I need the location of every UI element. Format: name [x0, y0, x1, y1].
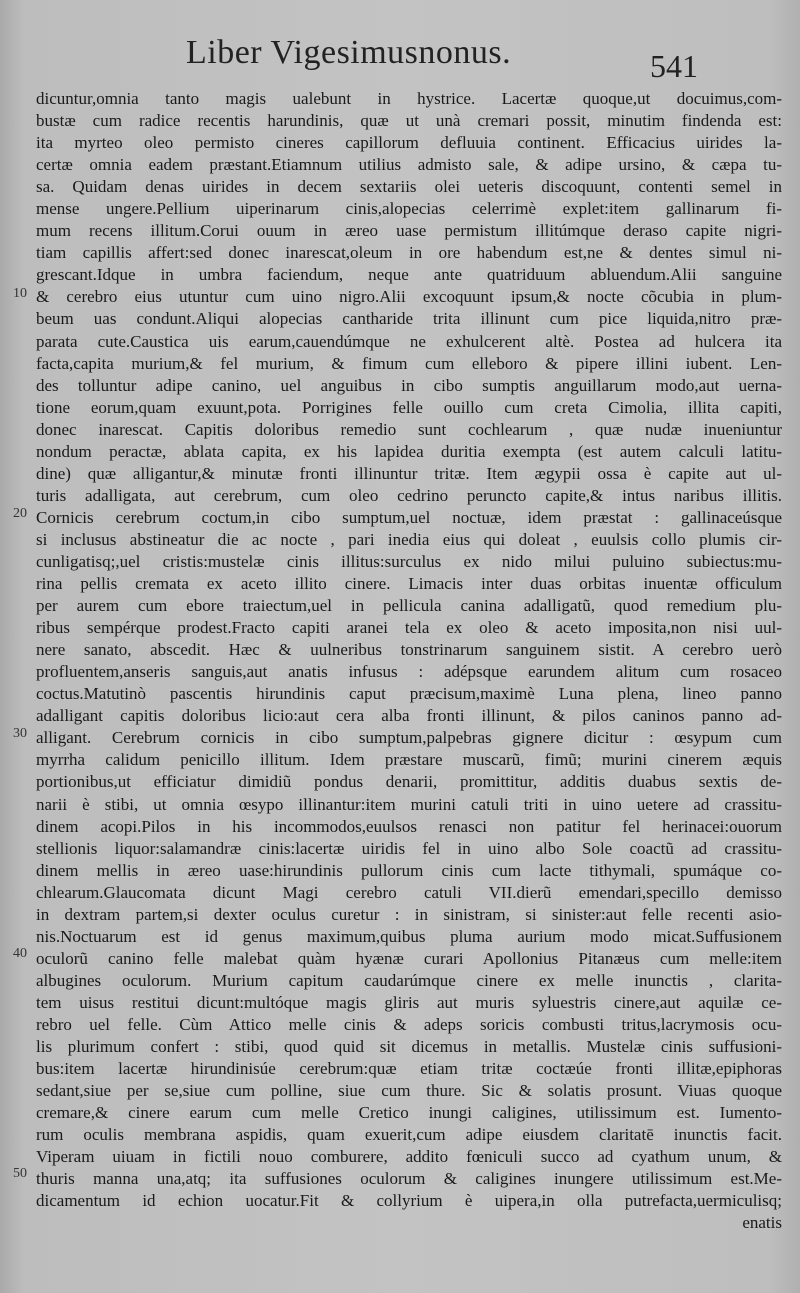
- text-line: dicamentum id echion uocatur.Fit & collyrium è uipera,in olla putrefacta,uermiculisq;: [36, 1191, 782, 1211]
- text-line: nis.Noctuarum est id genus maximum,quibus pluma aurium modo micat.Suffusionem: [36, 926, 782, 946]
- text-line: bustæ cum radice recentis harundinis, quæ ut unà cremari possit, minutim findenda est:: [36, 111, 782, 131]
- text-line: rebro uel felle. Cùm Attico melle cinis & adeps soricis combusti tritus,lacrymosis ocu-: [36, 1014, 782, 1034]
- text-line: nere sanato, abscedit. Hæc & uulneribus tonstrinarum sanguinem sistit. A cerebro uerò: [36, 640, 782, 660]
- text-line: alligant. Cerebrum cornicis in cibo sumptum,palpebras gignere dicitur : œsypum cum: [36, 728, 782, 748]
- text-line: tiam capillis affert:sed donec inarescat,oleum in ore habendum est,ne & dentes simul ni-: [36, 243, 782, 263]
- line-number-marker: 20: [13, 506, 27, 521]
- text-line: des tolluntur adipe canino, uel anguibus in cibo sumptis anguillarum modo,aut uerna-: [36, 375, 782, 395]
- text-line: certæ omnia eadem præstant.Etiamnum utilius admisto sale, & adipe ursino, & cæpa tu-: [36, 155, 782, 175]
- text-line: narii è stibi, ut omnia œsypo illinantur:item murini catuli triti in uino uetere ad crassitu-: [36, 794, 782, 814]
- text-line: turis adalligata, aut cerebrum, cum oleo cedrino perunctо capite,& intus naribus illitis.: [36, 485, 782, 505]
- line-number-marker: 50: [13, 1166, 27, 1181]
- body-text: [36, 88, 782, 1234]
- text-line: dinem acopi.Pilos in his incommodos,euulsos renasci non patitur fel herinacei:ouorum: [36, 816, 782, 836]
- text-line: chlearum.Glaucomata dicunt Magi cerebro catuli VII.dierũ emendari,specillo demisso: [36, 882, 782, 902]
- text-line: coctus.Matutinò pascentis hirundinis caput præcisum,maximè Luna plena, lineo panno: [36, 684, 782, 704]
- text-line: nondum peractæ, ablata capita, ex his lapidea duritia exempta (est autem calculi latitu-: [36, 441, 782, 461]
- text-line: tione eorum,quam exuunt,pota. Porrigines felle ouillo cum creta Cimolia, illita capiti,: [36, 397, 782, 417]
- text-line: enatis: [742, 1213, 782, 1233]
- text-line: donec inarescat. Capitis doloribus remedio sunt cochlearum , quæ nudæ inueniuntur: [36, 419, 782, 439]
- text-line: cunligatisq;,uel cristis:mustelæ cinis illitus:surculus ex nido milui puluino subiectus:mu-: [36, 551, 782, 571]
- line-number-marker: 40: [13, 946, 27, 961]
- text-line: ribus sempérque prodest.Fracto capiti aranei tela ex oleo & aceto imposita,non nisi uul-: [36, 618, 782, 638]
- text-line: myrrha calidum penicillo illitum. Idem præstare muscarũ, fimũ; murini cinerem æquis: [36, 750, 782, 770]
- text-line: mense ungere.Pellium uiperinarum cinis,alopecias celerrimè explet:item gallinarum fi-: [36, 199, 782, 219]
- text-line: dine) quæ alligantur,& minutæ fronti illinuntur tritæ. Item ægypii ossa è capite aut ul-: [36, 463, 782, 483]
- text-line: profluentem,anseris sanguis,aut anatis infusus : adépsque earundem alitum cum rosaceo: [36, 662, 782, 682]
- text-line: adalligant capitis doloribus licio:aut cera alba fronti illinunt, & pilos caninos panno ad-: [36, 706, 782, 726]
- text-line: dinem mellis in æreo uase:hirundinis pullorum cinis cum lacte tithymali, spumáque co-: [36, 860, 782, 880]
- text-line: grescant.Idque in umbra faciendum, neque ante quatriduum abluendum.Alii sanguine: [36, 265, 782, 285]
- text-line: rum oculis membrana aspidis, quam exuerit,cum adipe eiusdem claritatē inunctis facit.: [36, 1125, 782, 1145]
- text-line: Viperam uiuam in fictili nouo comburere, addito fœniculi succo ad cyathum unum, &: [36, 1147, 782, 1167]
- text-line: parata cute.Caustica uis earum,cauendúmque ne exhulcerent altè. Postea ad hulcera ita: [36, 331, 782, 351]
- text-line: per aurem cum ebore traiectum,uel in pellicula canina adalligatũ, quod remedium plu-: [36, 596, 782, 616]
- text-line: facta,capita murium,& fel murium, & fimum cum elleboro & pipere illini iubent. Len-: [36, 353, 782, 373]
- text-line: stellionis liquor:salamandræ cinis:lacertæ uiridis fel in uino albo Sole coactũ ad crassitu-: [36, 838, 782, 858]
- text-line: bus:item lacertæ hirundinisúe cerebrum:quæ etiam tritæ coctæúe fronti illitæ,epiphoras: [36, 1059, 782, 1079]
- line-number-marker: 10: [13, 286, 27, 301]
- text-line: si inclusus abstineatur die ac nocte , pari inedia eius qui doleat , euulsis collo plumis cir-: [36, 529, 782, 549]
- text-line: thuris manna una,atq; ita suffusiones oculorum & caligines inungere utilissimum est.Me-: [36, 1169, 782, 1189]
- text-line: albugines oculorum. Murium capitum caudarúmque cinere ex melle inunctis , clarita-: [36, 970, 782, 990]
- text-line: portionibus,ut efficiatur dimidiũ pondus denarii, promittitur, additis duabus sextis de-: [36, 772, 782, 792]
- text-line: ita myrteo oleo permisto cineres capillorum defluuia continent. Efficacius uirides la-: [36, 133, 782, 153]
- line-number-marker: 30: [13, 726, 27, 741]
- text-line: in dextram partem,si dexter oculus curetur : in sinistram, si sinister:aut felle recenti asio-: [36, 904, 782, 924]
- page-number: 541: [650, 48, 698, 84]
- text-line: sa. Quidam denas uirides in decem sextariis olei ueteris discoquunt, contenti semel in: [36, 177, 782, 197]
- text-line: lis plurimum confert : stibi, quod quid sit dicemus in metallis. Mustelæ cinis suffusioni-: [36, 1037, 782, 1057]
- text-line: sedant,siue per se,siue cum polline, siue cum thure. Sic & solatis prosunt. Viuas quoque: [36, 1081, 782, 1101]
- running-title: Liber Vigesimusnonus.: [186, 34, 512, 71]
- text-line: cremare,& cinere earum cum melle Cretico inungi caligines, utilissimum est. Iumento-: [36, 1103, 782, 1123]
- text-line: oculorũ canino felle malebat quàm hyænæ curari Apollonius Pitanæus cum melle:item: [36, 948, 782, 968]
- text-line: tem uisus restitui dicunt:multóque magis gliris aut muris syluestris cinere,aut aquilæ ce-: [36, 992, 782, 1012]
- text-line: beum uas condunt.Aliqui alopecias cantharide trita illinunt cum pice liquida,nitro præ-: [36, 309, 782, 329]
- text-line: dicuntur,omnia tanto magis ualebunt in hystrice. Lacertæ quoque,ut docuimus,com-: [36, 89, 782, 108]
- text-line: Cornicis cerebrum coctum,in cibo sumptum,uel noctuæ, idem præstat : gallinaceúsque: [36, 507, 782, 527]
- text-line: mum recens illitum.Corui ouum in æreo uase permistum illitúmque deraso capite nigri-: [36, 221, 782, 241]
- text-line: & cerebro eius utuntur cum uino nigro.Alii excoquunt ipsum,& nocte cõcubia in plum-: [36, 287, 782, 307]
- text-line: rina pellis cremata ex aceto illito cinere. Limacis inter duas orbitas inuentæ officulum: [36, 574, 782, 594]
